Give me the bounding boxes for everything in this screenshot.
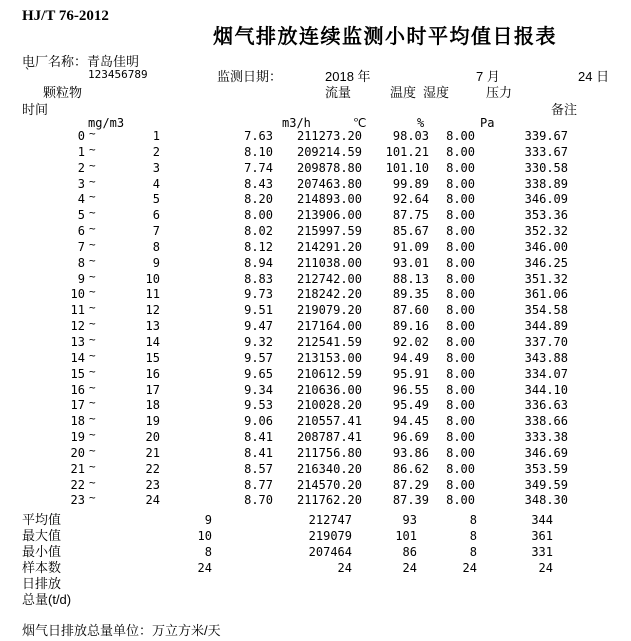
hour-start: 3 [77,176,85,191]
hour-end: 21 [145,445,160,460]
range-separator: ~ [89,396,96,410]
summary-humidity-value: 8 [469,545,477,559]
temperature-value: 96.69 [392,430,429,445]
range-separator: ~ [89,459,96,473]
humidity-value: 8.00 [446,303,475,318]
hour-start: 6 [77,224,85,239]
flow-value: 218242.20 [296,287,362,302]
range-separator: ~ [89,237,96,251]
humidity-value: 8.00 [446,160,475,175]
summary-flow-value: 24 [337,561,352,575]
temperature-value: 101.10 [385,160,429,175]
hour-start: 2 [77,160,85,175]
flow-value: 214291.20 [296,239,362,254]
range-separator: ~ [89,428,96,442]
column-header-dust: 颗粒物 [43,85,83,100]
dust-value: 9.32 [244,334,273,349]
hour-start: 4 [77,192,85,207]
flow-value: 214893.00 [296,192,362,207]
hour-start: 8 [77,255,85,270]
range-separator: ~ [89,142,96,156]
pressure-value: 333.38 [524,430,568,445]
unit-pressure: Pa [480,116,495,130]
summary-temperature-value: 101 [395,529,417,543]
summary-pressure-value: 24 [538,561,553,575]
summary-dust-value: 8 [204,545,212,559]
column-header-remark: 备注 [551,102,578,117]
flow-value: 215997.59 [296,224,362,239]
hour-start: 5 [77,208,85,223]
hour-start: 7 [77,239,85,254]
temperature-value: 96.55 [392,382,429,397]
flow-value: 211756.80 [296,445,362,460]
humidity-value: 8.00 [446,493,475,508]
summary-temperature-value: 93 [402,513,417,527]
table-row [0,493,631,509]
flow-value: 212742.00 [296,271,362,286]
column-header-humidity: 湿度 [423,85,450,100]
hour-end: 10 [145,271,160,286]
summary-dust-value: 10 [197,529,212,543]
hour-start: 13 [70,334,85,349]
temperature-value: 94.45 [392,414,429,429]
temperature-value: 86.62 [392,461,429,476]
hour-end: 20 [145,430,160,445]
plant-name-label: 电厂名称： [22,54,88,69]
summary-row-label: 最小值 [22,544,62,559]
hour-end: 6 [152,208,160,223]
pressure-value: 334.07 [524,366,568,381]
dust-value: 8.43 [244,176,273,191]
temperature-value: 95.91 [392,366,429,381]
range-separator: ~ [89,269,96,283]
hour-end: 13 [145,319,160,334]
range-separator: ~ [89,174,96,188]
hour-end: 4 [152,176,160,191]
summary-humidity-value: 8 [469,513,477,527]
flow-value: 209214.59 [296,144,362,159]
pressure-value: 343.88 [524,350,568,365]
hour-start: 10 [70,287,85,302]
humidity-value: 8.00 [446,287,475,302]
range-separator: ~ [89,491,96,505]
hour-end: 2 [152,144,160,159]
temperature-value: 87.29 [392,477,429,492]
hour-end: 22 [145,461,160,476]
column-header-temperature: 温度 [390,85,417,100]
hour-start: 22 [70,477,85,492]
temperature-value: 98.03 [392,129,429,143]
hour-end: 24 [145,493,160,508]
pressure-value: 361.06 [524,287,568,302]
column-header-pressure: 压力 [486,85,513,100]
hour-end: 1 [152,129,160,143]
range-separator: ~ [89,222,96,236]
dust-value: 8.70 [244,493,273,508]
humidity-value: 8.00 [446,192,475,207]
hour-end: 5 [152,192,160,207]
summary-row-label: 日排放 [22,576,62,591]
dust-value: 8.94 [244,255,273,270]
summary-pressure-value: 331 [531,545,553,559]
dust-value: 9.47 [244,319,273,334]
column-header-time: 时间 [22,102,49,117]
flow-value: 219079.20 [296,303,362,318]
hour-start: 20 [70,445,85,460]
dust-value: 9.51 [244,303,273,318]
range-separator: ~ [89,332,96,346]
range-separator: ~ [89,380,96,394]
flow-value: 211273.20 [296,129,362,143]
unit-humidity: % [417,116,425,130]
column-header-flow: 流量 [325,85,352,100]
temperature-value: 85.67 [392,224,429,239]
pressure-value: 348.30 [524,493,568,508]
temperature-value: 87.60 [392,303,429,318]
range-separator: ~ [89,317,96,331]
hour-start: 17 [70,398,85,413]
dust-value: 7.74 [244,160,273,175]
flow-value: 208787.41 [296,430,362,445]
unit-temperature: ℃ [353,116,367,130]
hour-start: 19 [70,430,85,445]
flow-value: 210636.00 [296,382,362,397]
temperature-value: 87.39 [392,493,429,508]
range-separator: ~ [89,253,96,267]
temperature-value: 92.64 [392,192,429,207]
range-separator: ~ [89,206,96,220]
pressure-value: 346.25 [524,255,568,270]
humidity-value: 8.00 [446,398,475,413]
flow-value: 210028.20 [296,398,362,413]
range-separator: ~ [89,475,96,489]
dust-value: 9.34 [244,382,273,397]
dust-value: 8.10 [244,144,273,159]
pressure-value: 344.10 [524,382,568,397]
flow-value: 211038.00 [296,255,362,270]
hour-start: 23 [70,493,85,508]
pressure-value: 339.67 [524,129,568,143]
humidity-value: 8.00 [446,414,475,429]
hour-start: 12 [70,319,85,334]
flow-value: 209878.80 [296,160,362,175]
flow-value: 213906.00 [296,208,362,223]
flow-value: 212541.59 [296,334,362,349]
summary-humidity-value: 8 [469,529,477,543]
temperature-value: 94.49 [392,350,429,365]
summary-row-label: 样本数 [22,560,62,575]
temperature-value: 93.01 [392,255,429,270]
humidity-value: 8.00 [446,334,475,349]
flow-value: 210612.59 [296,366,362,381]
summary-flow-value: 207464 [308,545,352,559]
data-rows [0,129,631,509]
temperature-value: 101.21 [385,144,429,159]
humidity-value: 8.00 [446,477,475,492]
hour-start: 21 [70,461,85,476]
range-separator: ~ [89,190,96,204]
range-separator: ~ [89,443,96,457]
summary-rows [0,512,631,608]
summary-humidity-value: 24 [462,561,477,575]
pressure-value: 346.09 [524,192,568,207]
humidity-value: 8.00 [446,319,475,334]
humidity-value: 8.00 [446,255,475,270]
plant-code-value: 123456789 [88,68,148,81]
summary-row [0,544,631,560]
monitor-date-month: 7 月 [476,69,500,84]
summary-row [0,512,631,528]
summary-pressure-value: 361 [531,529,553,543]
dust-value: 9.65 [244,366,273,381]
hour-end: 19 [145,414,160,429]
pressure-value: 353.59 [524,461,568,476]
range-separator: ~ [89,412,96,426]
temperature-value: 99.89 [392,176,429,191]
unit-flow: m3/h [282,116,311,130]
hour-end: 18 [145,398,160,413]
humidity-value: 8.00 [446,239,475,254]
flow-value: 214570.20 [296,477,362,492]
dust-value: 8.20 [244,192,273,207]
summary-flow-value: 212747 [308,513,352,527]
summary-dust-value: 24 [197,561,212,575]
flow-value: 217164.00 [296,319,362,334]
humidity-value: 8.00 [446,366,475,381]
summary-row [0,592,631,608]
dust-value: 8.83 [244,271,273,286]
pressure-value: 336.63 [524,398,568,413]
hour-end: 12 [145,303,160,318]
hour-end: 16 [145,366,160,381]
pressure-value: 344.89 [524,319,568,334]
flow-value: 216340.20 [296,461,362,476]
temperature-value: 95.49 [392,398,429,413]
humidity-value: 8.00 [446,382,475,397]
pressure-value: 338.66 [524,414,568,429]
temperature-value: 89.35 [392,287,429,302]
standard-code: HJ/T 76-2012 [22,8,109,24]
humidity-value: 8.00 [446,445,475,460]
dust-value: 7.63 [244,129,273,143]
hour-end: 23 [145,477,160,492]
humidity-value: 8.00 [446,350,475,365]
humidity-value: 8.00 [446,176,475,191]
tick-mark: ` [24,66,32,80]
summary-row-label: 总量(t/d) [22,592,72,607]
dust-value: 9.73 [244,287,273,302]
summary-row-label: 平均值 [22,512,62,527]
dust-value: 8.02 [244,224,273,239]
hour-end: 8 [152,239,160,254]
summary-row-label: 最大值 [22,528,62,543]
pressure-value: 337.70 [524,334,568,349]
humidity-value: 8.00 [446,144,475,159]
pressure-value: 338.89 [524,176,568,191]
temperature-value: 88.13 [392,271,429,286]
pressure-value: 346.69 [524,445,568,460]
hour-start: 14 [70,350,85,365]
summary-temperature-value: 86 [402,545,417,559]
temperature-value: 91.09 [392,239,429,254]
summary-dust-value: 9 [204,513,212,527]
range-separator: ~ [89,158,96,172]
pressure-value: 349.59 [524,477,568,492]
pressure-value: 333.67 [524,144,568,159]
humidity-value: 8.00 [446,461,475,476]
footer-unit-note: 烟气日排放总量单位：万立方米/天 [22,623,221,638]
flow-value: 210557.41 [296,414,362,429]
pressure-value: 346.00 [524,239,568,254]
dust-value: 8.57 [244,461,273,476]
temperature-value: 87.75 [392,208,429,223]
hour-end: 14 [145,334,160,349]
report-title: 烟气排放连续监测小时平均值日报表 [213,26,557,48]
dust-value: 8.00 [244,208,273,223]
hour-end: 3 [152,160,160,175]
pressure-value: 353.36 [524,208,568,223]
monitor-date-day: 24 日 [578,69,610,84]
flow-value: 207463.80 [296,176,362,191]
hour-end: 9 [152,255,160,270]
range-separator: ~ [89,301,96,315]
monitor-date-year: 2018 年 [325,69,371,84]
hour-start: 1 [77,144,85,159]
monitor-date-label: 监测日期： [217,69,283,84]
hour-end: 17 [145,382,160,397]
dust-value: 8.41 [244,430,273,445]
summary-row [0,560,631,576]
flow-value: 211762.20 [296,493,362,508]
dust-value: 9.53 [244,398,273,413]
hour-start: 11 [70,303,85,318]
humidity-value: 8.00 [446,129,475,143]
hour-start: 9 [77,271,85,286]
pressure-value: 351.32 [524,271,568,286]
temperature-value: 89.16 [392,319,429,334]
hour-end: 7 [152,224,160,239]
range-separator: ~ [89,127,96,140]
dust-value: 9.57 [244,350,273,365]
humidity-value: 8.00 [446,208,475,223]
summary-row [0,576,631,592]
summary-pressure-value: 344 [531,513,553,527]
pressure-value: 352.32 [524,224,568,239]
hour-start: 18 [70,414,85,429]
hour-start: 15 [70,366,85,381]
range-separator: ~ [89,348,96,362]
hour-start: 16 [70,382,85,397]
temperature-value: 93.86 [392,445,429,460]
hour-end: 15 [145,350,160,365]
dust-value: 8.12 [244,239,273,254]
range-separator: ~ [89,364,96,378]
humidity-value: 8.00 [446,271,475,286]
hour-end: 11 [145,287,160,302]
dust-value: 8.41 [244,445,273,460]
dust-value: 8.77 [244,477,273,492]
temperature-value: 92.02 [392,334,429,349]
unit-dust: mg/m3 [88,116,125,130]
dust-value: 9.06 [244,414,273,429]
summary-row [0,528,631,544]
pressure-value: 354.58 [524,303,568,318]
flow-value: 213153.00 [296,350,362,365]
range-separator: ~ [89,285,96,299]
summary-flow-value: 219079 [308,529,352,543]
summary-temperature-value: 24 [402,561,417,575]
hour-start: 0 [77,129,85,143]
humidity-value: 8.00 [446,430,475,445]
humidity-value: 8.00 [446,224,475,239]
pressure-value: 330.58 [524,160,568,175]
plant-name-value: 青岛佳明 [87,54,140,69]
